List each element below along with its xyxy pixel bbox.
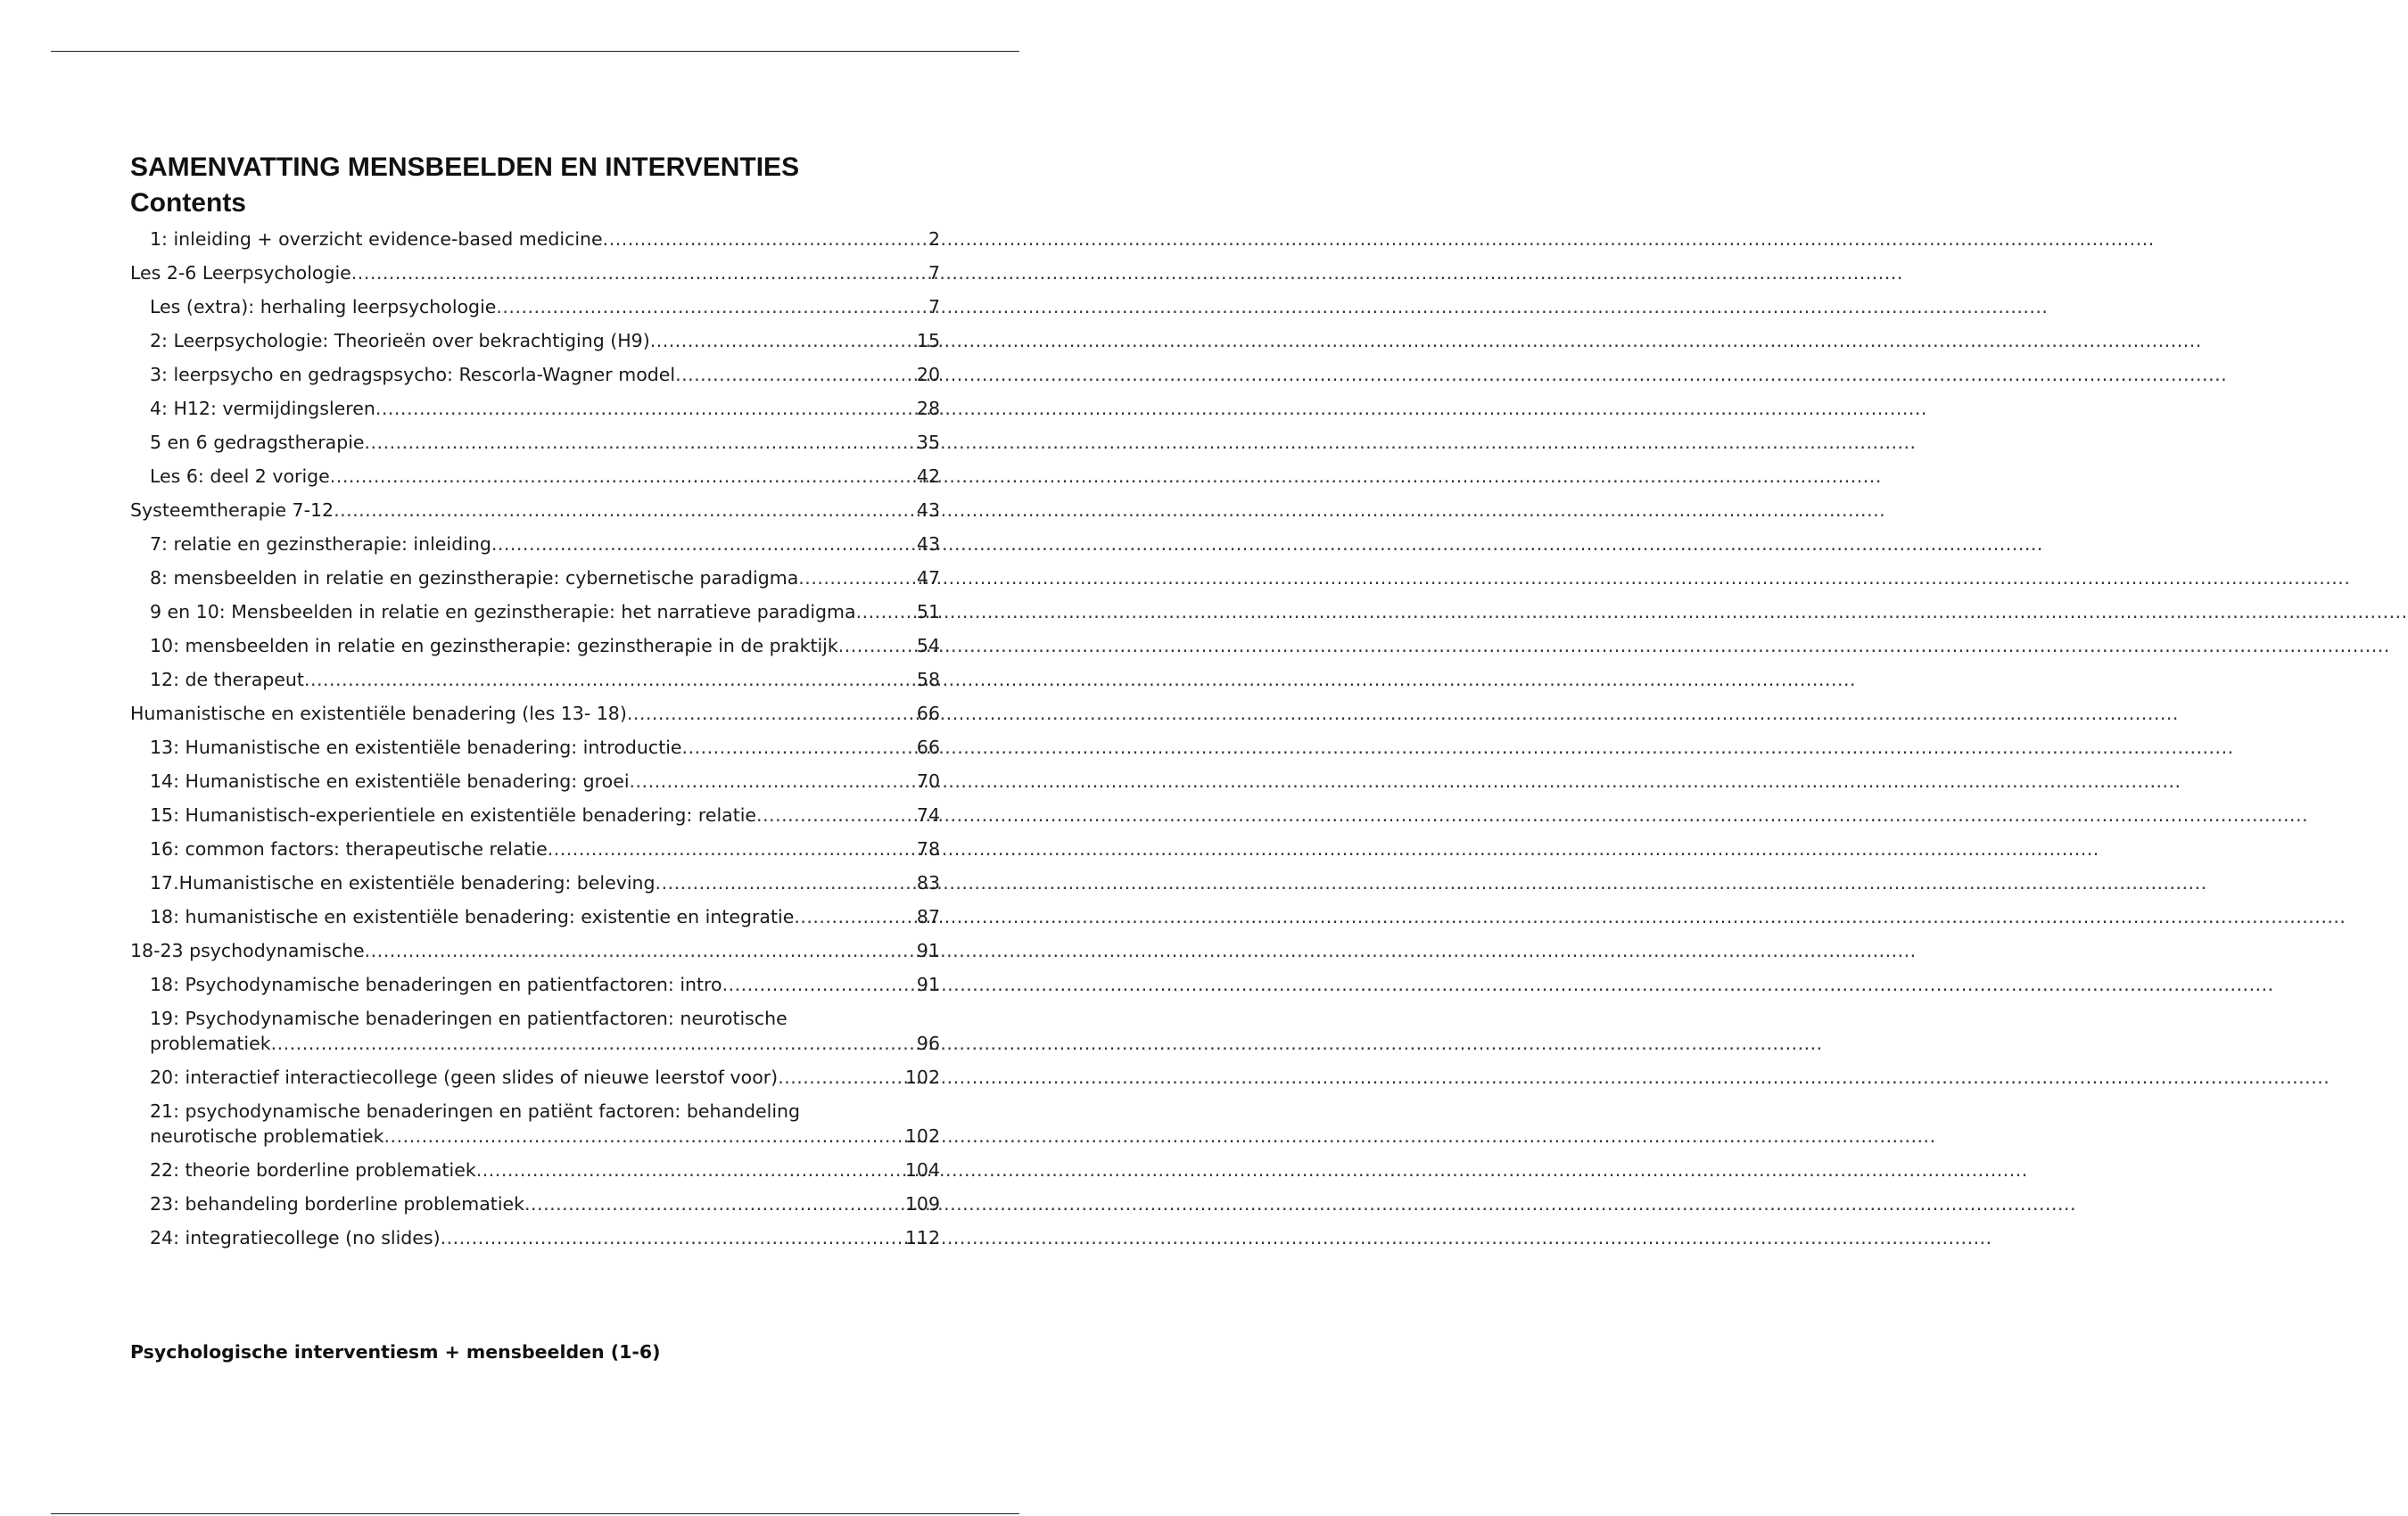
toc-entry-first-line: 21: psychodynamische benaderingen en patiënt factoren: behandeling: [150, 1100, 801, 1122]
toc-entry[interactable]: [130, 599, 940, 624]
toc-page-number: 51: [916, 601, 940, 622]
toc-entry-text: 22: theorie borderline problematiek: [150, 1159, 476, 1181]
dot-leader: [365, 938, 917, 963]
toc-entry[interactable]: [130, 531, 940, 556]
toc-entry[interactable]: [130, 633, 940, 658]
toc-entry-text: 1: inleiding + overzicht evidence-based medicine: [150, 228, 603, 250]
toc-entry[interactable]: [130, 260, 940, 285]
dot-leader: [491, 531, 917, 556]
toc-entry-text: 23: behandeling borderline problematiek: [150, 1193, 525, 1215]
toc-page-number: 91: [916, 940, 940, 961]
toc-entry[interactable]: [130, 1099, 940, 1149]
toc-entry[interactable]: [130, 498, 940, 523]
toc-entry-text: Les 6: deel 2 vorige: [150, 466, 330, 487]
section-heading: Psychologische interventiesm + mensbeelden (1-6): [130, 1341, 661, 1363]
toc-entry-text: 8: mensbeelden in relatie en gezinstherapie: cybernetische paradigma: [150, 567, 799, 589]
toc-entry-text: 7: relatie en gezinstherapie: inleiding: [150, 533, 491, 555]
toc-entry-text: Les 2-6 Leerpsychologie: [130, 262, 351, 284]
toc-entry-text: 4: H12: vermijdingsleren: [150, 398, 375, 419]
toc-entry[interactable]: [130, 294, 940, 319]
toc-entry-text: 18: humanistische en existentiële benadering: existentie en integratie: [150, 906, 795, 927]
dot-leader: [650, 328, 917, 353]
toc-entry[interactable]: [130, 328, 940, 353]
toc-entry[interactable]: [130, 1225, 940, 1250]
toc-entry[interactable]: [130, 464, 940, 489]
toc-entry-text: 2: Leerpsychologie: Theorieën over bekrachtiging (H9): [150, 330, 650, 351]
toc-page-number: 66: [916, 737, 940, 758]
toc-page-number: 2: [928, 228, 940, 250]
dot-leader: [682, 735, 917, 760]
dot-leader: [630, 769, 917, 794]
dot-leader: [838, 633, 917, 658]
dot-leader: [794, 904, 917, 929]
toc-entry-text: 5 en 6 gedragstherapie: [150, 432, 365, 453]
toc-page-number: 42: [916, 466, 940, 487]
toc-entry-text: 12: de therapeut: [150, 669, 304, 690]
toc-entry[interactable]: [130, 938, 940, 963]
dot-leader: [603, 227, 928, 251]
toc-entry[interactable]: [130, 904, 940, 929]
toc-entry[interactable]: [130, 972, 940, 997]
toc-entry-text: 20: interactief interactiecollege (geen slides of nieuwe leerstof voor): [150, 1067, 779, 1088]
toc-entry-text: 9 en 10: Mensbeelden in relatie en gezinstherapie: het narratieve paradigma: [150, 601, 856, 622]
dot-leader: [756, 803, 917, 828]
toc-page-number: 70: [916, 770, 940, 792]
dot-leader: [856, 599, 917, 624]
toc-entry[interactable]: [130, 1158, 940, 1182]
toc-page-number: 43: [916, 533, 940, 555]
toc-entry-text: problematiek: [150, 1033, 271, 1054]
toc-entry[interactable]: [130, 701, 940, 726]
toc-page-number: 7: [928, 262, 940, 284]
toc-page-number: 35: [916, 432, 940, 453]
toc-entry-text: Les (extra): herhaling leerpsychologie: [150, 296, 497, 317]
toc-page-number: 102: [904, 1125, 940, 1147]
dot-leader: [384, 1124, 905, 1149]
dot-leader: [304, 667, 917, 692]
toc-page-number: 104: [904, 1159, 940, 1181]
toc-page-number: 83: [916, 872, 940, 894]
toc-page-number: 78: [916, 838, 940, 860]
toc-entry[interactable]: [130, 667, 940, 692]
toc-entry-text: 24: integratiecollege (no slides): [150, 1227, 441, 1248]
toc-entry-text: 18: Psychodynamische benaderingen en patientfactoren: intro: [150, 974, 722, 995]
dot-leader: [675, 362, 917, 387]
dot-leader: [375, 396, 917, 421]
toc-entry[interactable]: [130, 836, 940, 861]
footer-rule: [51, 1513, 1019, 1514]
toc-entry-text: 3: leerpsycho en gedragspsycho: Rescorla-Wagner model: [150, 364, 676, 385]
toc-entry[interactable]: [130, 565, 940, 590]
toc-page-number: 43: [916, 499, 940, 521]
toc-entry[interactable]: [130, 769, 940, 794]
toc-page-number: 96: [916, 1033, 940, 1054]
toc-entry[interactable]: [130, 803, 940, 828]
dot-leader: [798, 565, 917, 590]
toc-entry[interactable]: [130, 1065, 940, 1090]
dot-leader: [627, 701, 917, 726]
toc-entry-first-line: 19: Psychodynamische benaderingen en patientfactoren: neurotische: [150, 1008, 788, 1029]
toc-entry[interactable]: [130, 396, 940, 421]
toc-page-number: 7: [928, 296, 940, 317]
toc-page-number: 47: [916, 567, 940, 589]
dot-leader: [656, 870, 917, 895]
dot-leader: [548, 836, 917, 861]
toc-entry-text: neurotische problematiek: [150, 1125, 384, 1147]
toc-page-number: 54: [916, 635, 940, 656]
toc-page-number: 28: [916, 398, 940, 419]
toc-page-number: 15: [916, 330, 940, 351]
dot-leader: [334, 498, 917, 523]
toc-entry[interactable]: [130, 430, 940, 455]
toc-page-number: 74: [916, 804, 940, 826]
dot-leader: [722, 972, 917, 997]
dot-leader: [330, 464, 917, 489]
toc-page-number: 109: [904, 1193, 940, 1215]
dot-leader: [365, 430, 917, 455]
toc-entry-text: Systeemtherapie 7-12: [130, 499, 334, 521]
document-body: [130, 150, 940, 1259]
table-of-contents: [130, 227, 940, 1250]
toc-entry-text: Humanistische en existentiële benadering (les 13- 18): [130, 703, 627, 724]
toc-entry[interactable]: [130, 227, 940, 251]
toc-entry-text: 18-23 psychodynamische: [130, 940, 365, 961]
toc-page-number: 102: [904, 1067, 940, 1088]
toc-entry-text: 17.Humanistische en existentiële benadering: beleving: [150, 872, 656, 894]
toc-entry[interactable]: [130, 1006, 940, 1056]
toc-page-number: 87: [916, 906, 940, 927]
dot-leader: [524, 1191, 905, 1216]
toc-page-number: 91: [916, 974, 940, 995]
toc-page-number: 20: [916, 364, 940, 385]
document-title: SAMENVATTING MENSBEELDEN EN INTERVENTIES: [130, 152, 800, 182]
dot-leader: [351, 260, 928, 285]
dot-leader: [476, 1158, 905, 1182]
dot-leader: [441, 1225, 905, 1250]
toc-entry[interactable]: [130, 362, 940, 387]
header-rule: [51, 51, 1019, 52]
toc-entry[interactable]: [130, 1191, 940, 1216]
toc-entry[interactable]: [130, 870, 940, 895]
toc-entry-text: 15: Humanistisch-experientiele en existentiële benadering: relatie: [150, 804, 757, 826]
contents-heading: Contents: [130, 188, 246, 218]
toc-entry-text: 16: common factors: therapeutische relatie: [150, 838, 548, 860]
toc-entry[interactable]: [130, 735, 940, 760]
toc-entry-text: 14: Humanistische en existentiële benadering: groei: [150, 770, 630, 792]
toc-entry-text: 13: Humanistische en existentiële benadering: introductie: [150, 737, 682, 758]
dot-leader: [496, 294, 928, 319]
dot-leader: [271, 1031, 917, 1056]
dot-leader: [778, 1065, 905, 1090]
toc-page-number: 112: [904, 1227, 940, 1248]
toc-entry-text: 10: mensbeelden in relatie en gezinstherapie: gezinstherapie in de praktijk: [150, 635, 838, 656]
toc-page-number: 66: [916, 703, 940, 724]
toc-page-number: 58: [916, 669, 940, 690]
